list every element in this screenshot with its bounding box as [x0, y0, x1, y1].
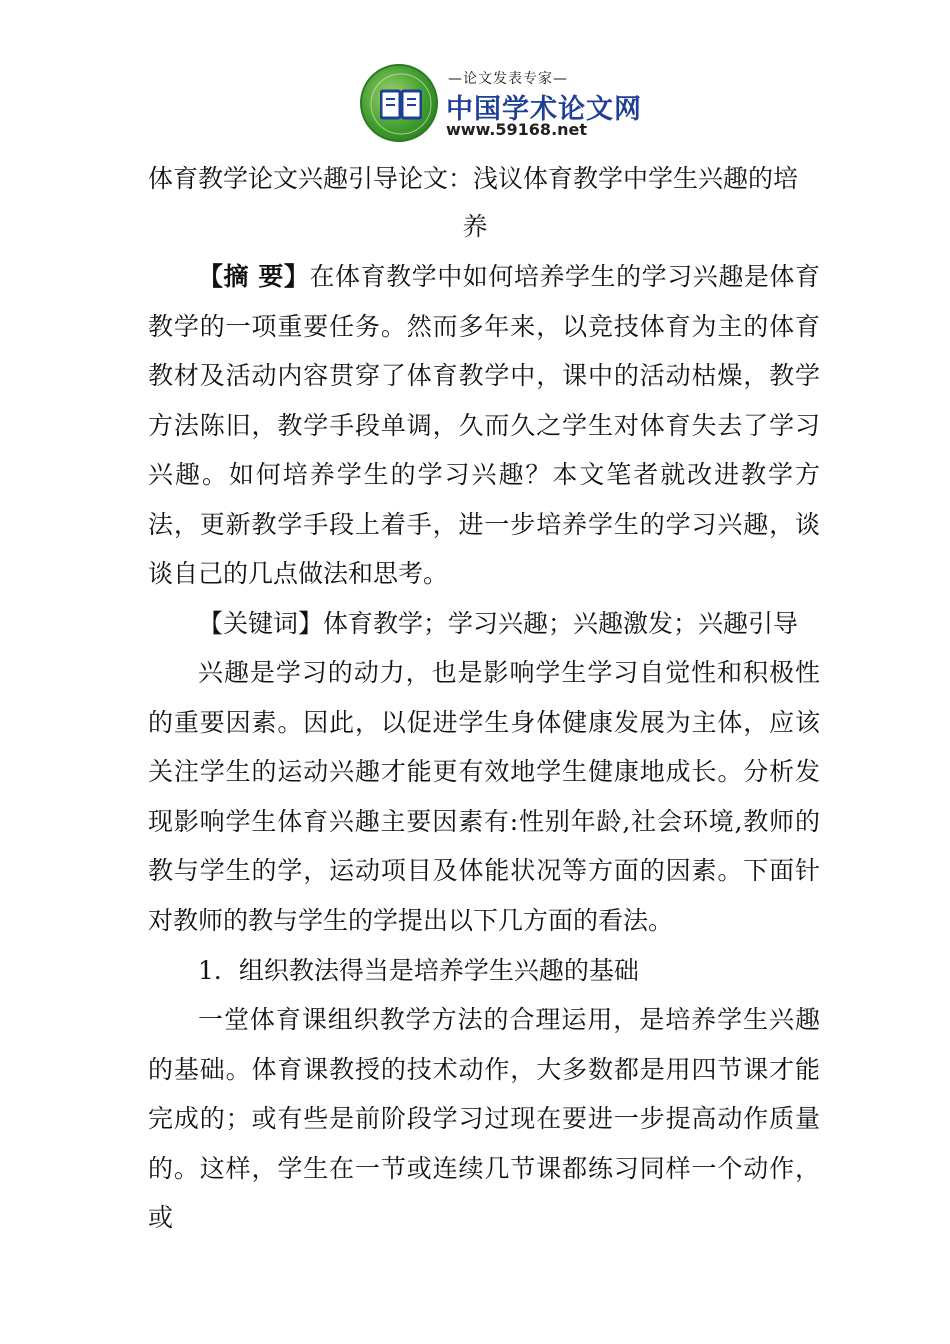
abstract-paragraph [148, 252, 820, 599]
keywords-label: 【关键词】 [198, 609, 324, 638]
intro-paragraph: 兴趣是学习的动力，也是影响学生学习自觉性和积极性的重要因素。因此，以促进学生身体健康发展为主体，应该关注学生的运动兴趣才能更有效地学生健康地成长。分析发现影响学生体育兴趣主要因素有:性别年龄,社会环境,教师的教与学生的学，运动项目及体能状况等方面的因素。下面针对教师的教与学生的学提出以下几方面的看法。 [148, 658, 820, 935]
keywords-paragraph [148, 599, 820, 649]
logo-name: 中国学术论文网 [446, 94, 642, 125]
logo-url: www.59168.net [446, 120, 588, 139]
section1-paragraph: 一堂体育课组织教学方法的合理运用，是培养学生兴趣的基础。体育课教授的技术动作，大多数都是用四节课才能完成的；或有些是前阶段学习过现在要进一步提高动作质量的。这样，学生在一节或连续几节课都练习同样一个动作，或 [148, 1005, 820, 1232]
site-logo [360, 64, 642, 142]
abstract-text: 在体育教学中如何培养学生的学习兴趣是体育教学的一项重要任务。然而多年来，以竞技体育为主的体育教材及活动内容贯穿了体育教学中，课中的活动枯燥，教学方法陈旧，教学手段单调，久而久之学生对体育失去了学习兴趣。如何培养学生的学习兴趣？本文笔者就改进教学方法，更新教学手段上着手，进一步培养学生的学习兴趣，谈谈自己的几点做法和思考。 [148, 262, 820, 588]
document-title-line2: 养 [462, 212, 488, 241]
abstract-label: 【摘 要】 [198, 262, 310, 291]
section1-heading: 1．组织教法得当是培养学生兴趣的基础 [198, 956, 639, 985]
book-icon [380, 88, 422, 122]
document-title-line1: 体育教学论文兴趣引导论文：浅议体育教学中学生兴趣的培 [148, 164, 799, 193]
logo-tagline: —论文发表专家— [448, 71, 568, 87]
logo-emblem [360, 64, 438, 142]
keywords-text: 体育教学；学习兴趣；兴趣激发；兴趣引导 [323, 609, 799, 638]
